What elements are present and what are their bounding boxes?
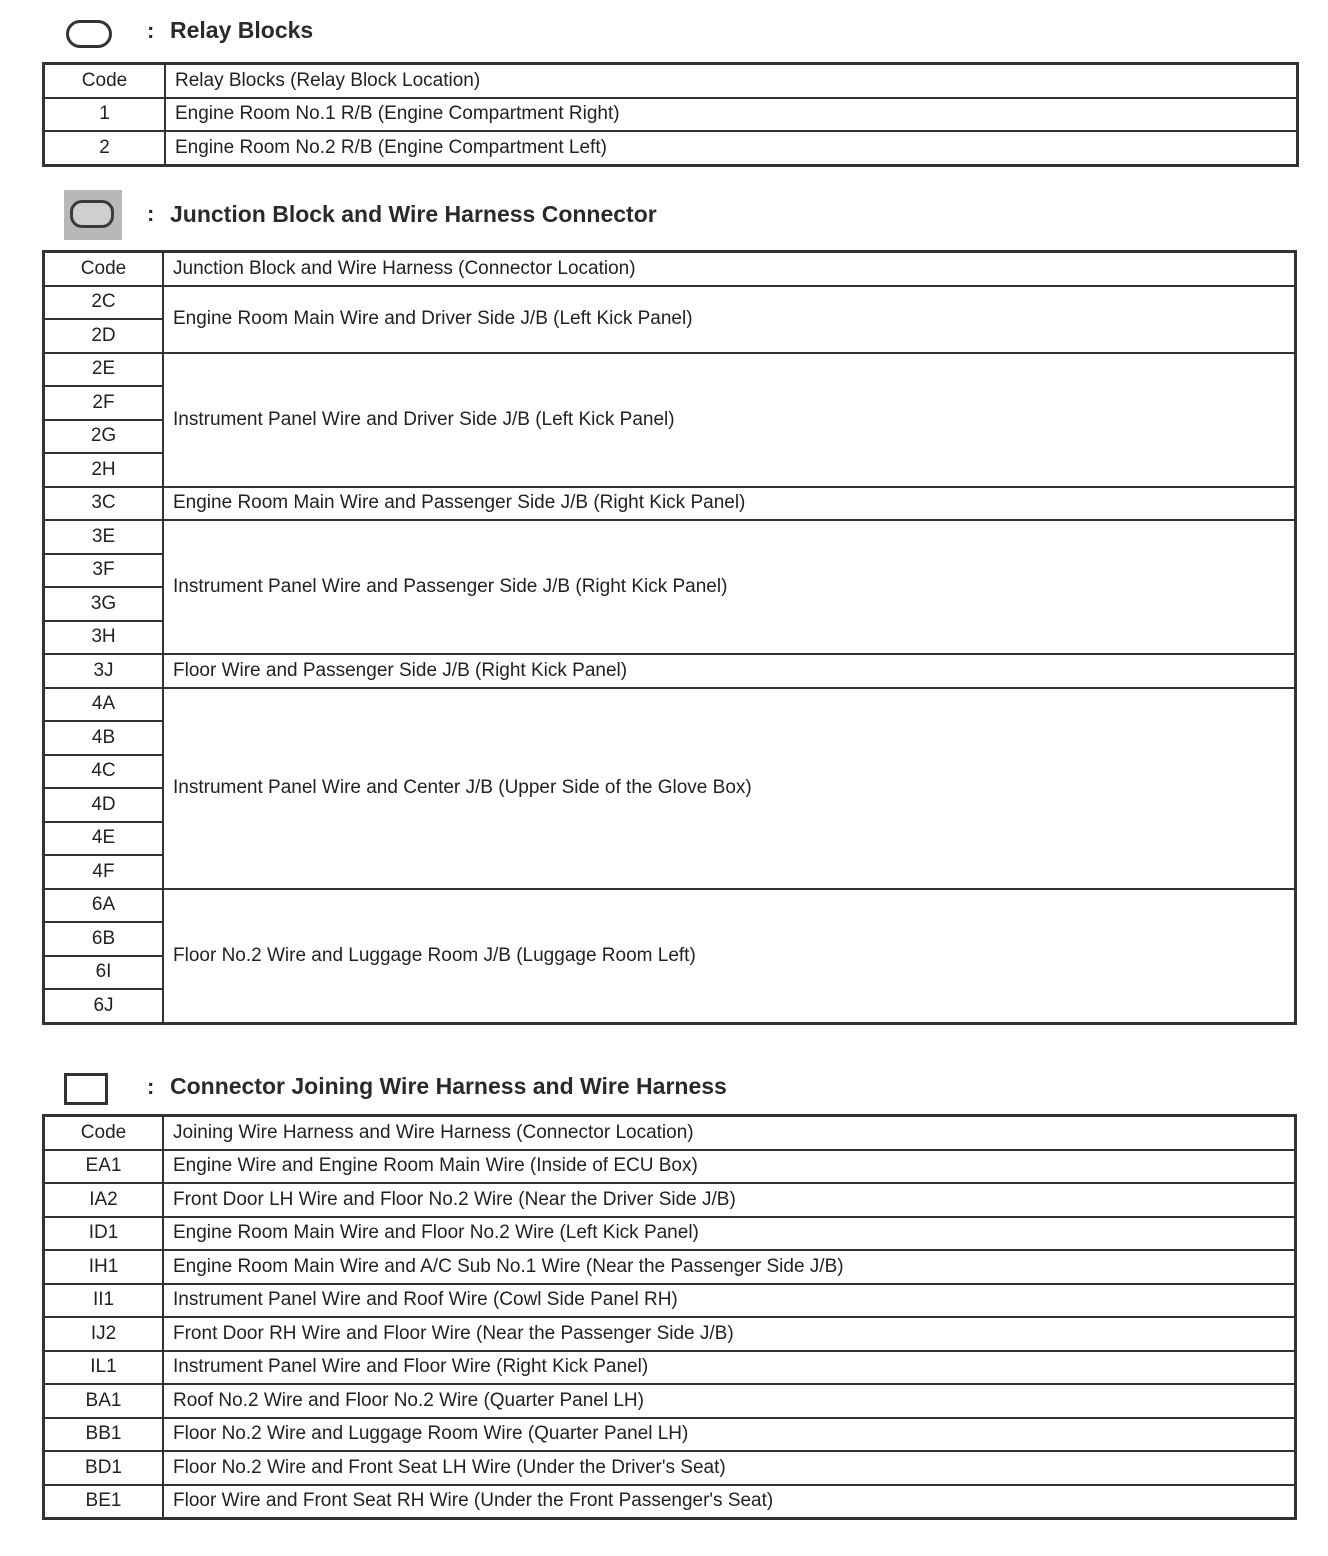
table-row (44, 889, 1296, 923)
description-cell: Engine Room No.2 R/B (Engine Compartment Left) (165, 131, 1298, 165)
relay-blocks-heading: Relay Blocks (170, 17, 314, 43)
description-cell: Front Door RH Wire and Floor Wire (Near the Passenger Side J/B) (163, 1317, 1296, 1351)
table-row (44, 1150, 1296, 1184)
code-cell: 4B (44, 721, 164, 755)
code-cell: 4A (44, 688, 164, 722)
junction-block-heading: Junction Block and Wire Harness Connector (170, 201, 657, 227)
description-cell: Engine Room Main Wire and Passenger Side J/B (Right Kick Panel) (163, 487, 1296, 521)
code-cell: 4F (44, 855, 164, 889)
connector-symbol-icon (64, 1073, 108, 1105)
section-colon: : (147, 1074, 155, 1099)
description-cell: Roof No.2 Wire and Floor No.2 Wire (Quarter Panel LH) (163, 1384, 1296, 1418)
table-row (44, 1217, 1296, 1251)
section-colon: : (147, 201, 155, 226)
code-cell: BB1 (44, 1418, 164, 1452)
description-cell: Floor No.2 Wire and Luggage Room Wire (Quarter Panel LH) (163, 1418, 1296, 1452)
description-cell: Instrument Panel Wire and Passenger Side J/B (Right Kick Panel) (163, 520, 1296, 654)
table-row (44, 1317, 1296, 1351)
code-cell: 2H (44, 453, 164, 487)
table-row (44, 131, 1298, 165)
section-colon: : (147, 18, 155, 43)
code-cell: II1 (44, 1284, 164, 1318)
table-row (44, 1284, 1296, 1318)
code-cell: 4D (44, 788, 164, 822)
description-cell: Front Door LH Wire and Floor No.2 Wire (Near the Driver Side J/B) (163, 1183, 1296, 1217)
code-cell: 2E (44, 353, 164, 387)
table-row (44, 654, 1296, 688)
description-cell: Engine Room Main Wire and Driver Side J/B (Left Kick Panel) (163, 286, 1296, 353)
description-cell: Instrument Panel Wire and Floor Wire (Right Kick Panel) (163, 1351, 1296, 1385)
table-row (44, 1250, 1296, 1284)
description-cell: Engine Room No.1 R/B (Engine Compartment Right) (165, 98, 1298, 132)
header-description-cell: Junction Block and Wire Harness (Connector Location) (163, 252, 1296, 286)
code-cell: 2G (44, 420, 164, 454)
description-cell: Floor Wire and Passenger Side J/B (Right Kick Panel) (163, 654, 1296, 688)
relay-blocks-table (42, 62, 1299, 167)
header-description-cell: Joining Wire Harness and Wire Harness (Connector Location) (163, 1116, 1296, 1150)
header-code-cell: Code (44, 252, 164, 286)
code-cell: 6I (44, 956, 164, 990)
code-cell: 3J (44, 654, 164, 688)
code-cell: IL1 (44, 1351, 164, 1385)
junction-block-inner-icon (70, 200, 114, 228)
table-row (44, 487, 1296, 521)
table-row (44, 353, 1296, 387)
code-cell: BE1 (44, 1485, 164, 1519)
description-cell: Instrument Panel Wire and Driver Side J/B (Left Kick Panel) (163, 353, 1296, 487)
table-header-row (44, 1116, 1296, 1150)
table-row (44, 688, 1296, 722)
code-cell: 2C (44, 286, 164, 320)
code-cell: BA1 (44, 1384, 164, 1418)
code-cell: EA1 (44, 1150, 164, 1184)
table-row (44, 98, 1298, 132)
description-cell: Instrument Panel Wire and Roof Wire (Cowl Side Panel RH) (163, 1284, 1296, 1318)
description-cell: Floor Wire and Front Seat RH Wire (Under the Front Passenger's Seat) (163, 1485, 1296, 1519)
table-row (44, 1384, 1296, 1418)
junction-block-table (42, 250, 1297, 1025)
code-cell: 6J (44, 989, 164, 1023)
header-code-cell: Code (44, 64, 166, 98)
code-cell: ID1 (44, 1217, 164, 1251)
table-row (44, 1485, 1296, 1519)
table-row (44, 1183, 1296, 1217)
description-cell: Instrument Panel Wire and Center J/B (Upper Side of the Glove Box) (163, 688, 1296, 889)
description-cell: Floor No.2 Wire and Luggage Room J/B (Luggage Room Left) (163, 889, 1296, 1024)
code-cell: IA2 (44, 1183, 164, 1217)
code-cell: IH1 (44, 1250, 164, 1284)
table-row (44, 520, 1296, 554)
code-cell: 3G (44, 587, 164, 621)
code-cell: 1 (44, 98, 166, 132)
description-cell: Engine Room Main Wire and A/C Sub No.1 Wire (Near the Passenger Side J/B) (163, 1250, 1296, 1284)
code-cell: 2F (44, 386, 164, 420)
table-header-row (44, 64, 1298, 98)
header-description-cell: Relay Blocks (Relay Block Location) (165, 64, 1298, 98)
code-cell: 3F (44, 554, 164, 588)
code-cell: 6B (44, 922, 164, 956)
description-cell: Floor No.2 Wire and Front Seat LH Wire (Under the Driver's Seat) (163, 1451, 1296, 1485)
code-cell: IJ2 (44, 1317, 164, 1351)
code-cell: 3H (44, 621, 164, 655)
description-cell: Engine Wire and Engine Room Main Wire (Inside of ECU Box) (163, 1150, 1296, 1184)
code-cell: 4C (44, 755, 164, 789)
description-cell: Engine Room Main Wire and Floor No.2 Wire (Left Kick Panel) (163, 1217, 1296, 1251)
table-row (44, 1451, 1296, 1485)
relay-block-symbol-icon (66, 20, 112, 48)
code-cell: 3C (44, 487, 164, 521)
header-code-cell: Code (44, 1116, 164, 1150)
connector-joining-heading: Connector Joining Wire Harness and Wire Harness (170, 1073, 727, 1099)
code-cell: BD1 (44, 1451, 164, 1485)
code-cell: 4E (44, 822, 164, 856)
code-cell: 6A (44, 889, 164, 923)
connector-joining-table (42, 1114, 1297, 1520)
table-row (44, 286, 1296, 320)
table-row (44, 1351, 1296, 1385)
table-header-row (44, 252, 1296, 286)
code-cell: 2 (44, 131, 166, 165)
code-cell: 2D (44, 319, 164, 353)
table-row (44, 1418, 1296, 1452)
code-cell: 3E (44, 520, 164, 554)
